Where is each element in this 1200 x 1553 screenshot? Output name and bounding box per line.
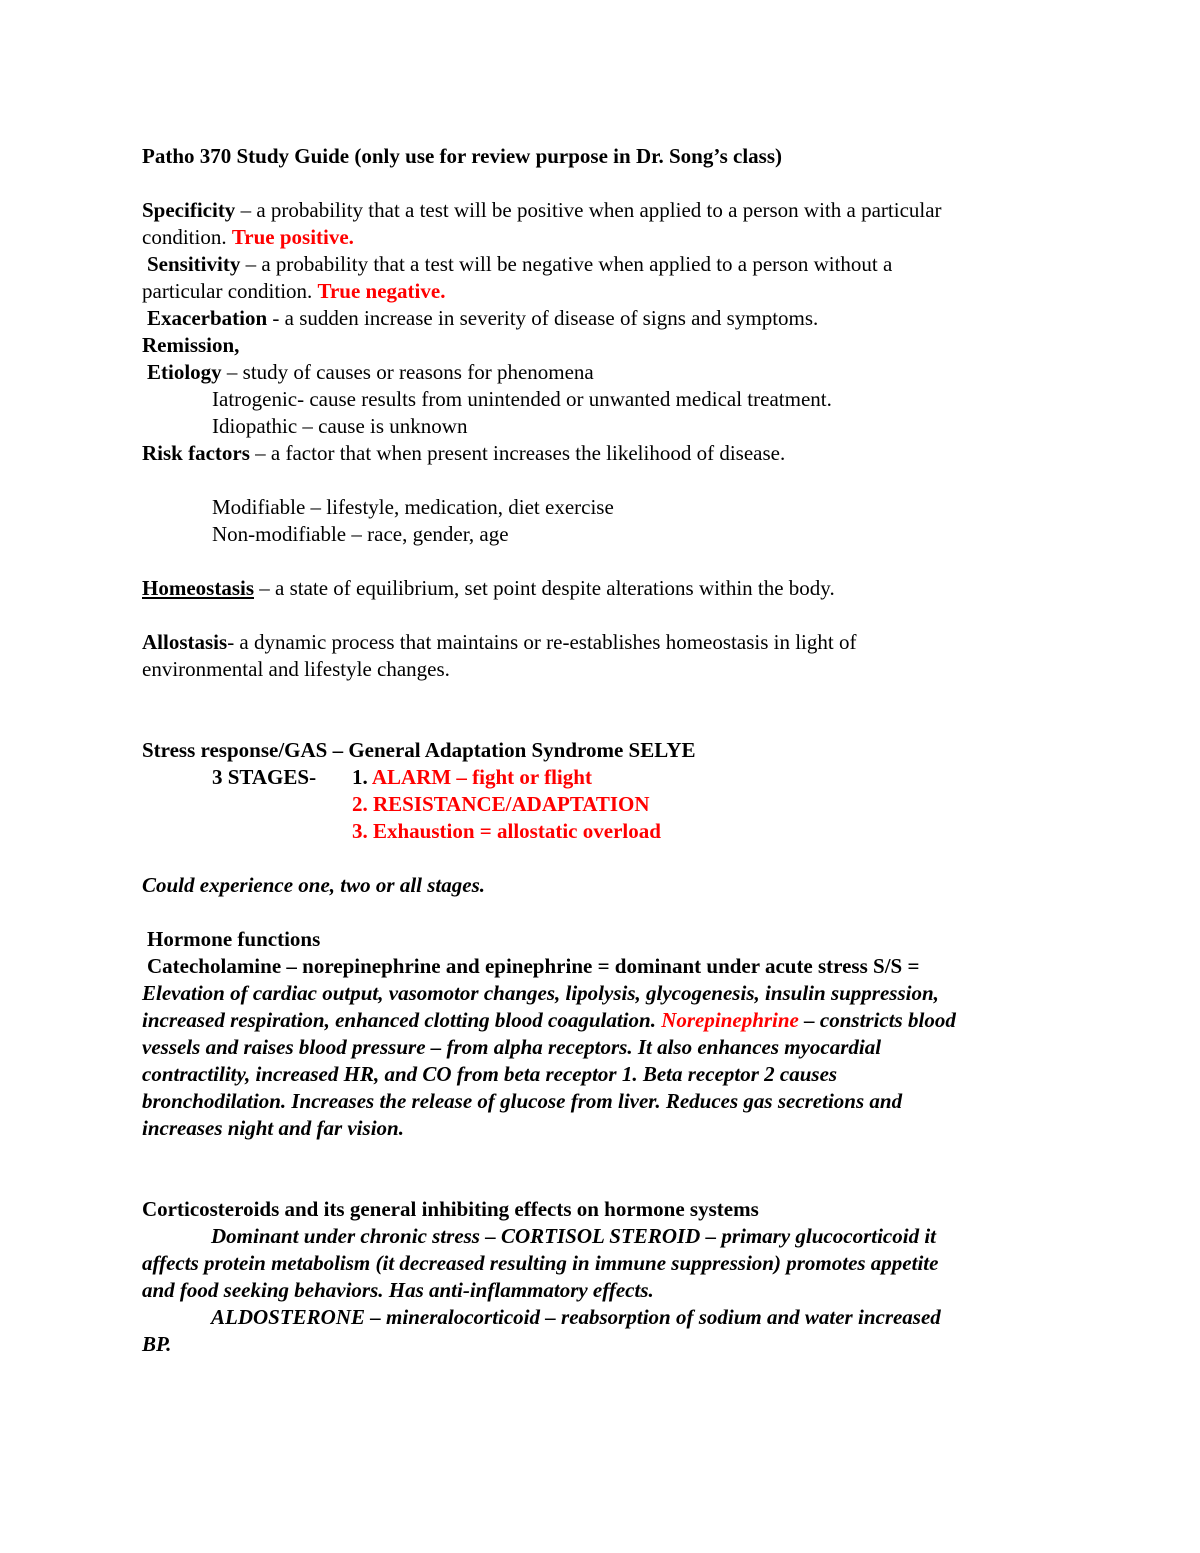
catecholamine-line: Catecholamine – norepinephrine and epinephrine = dominant under acute stress S/S =	[147, 954, 920, 978]
stages-note: Could experience one, two or all stages.	[142, 873, 485, 897]
sensitivity-term: Sensitivity	[147, 252, 241, 276]
stress-heading: Stress response/GAS – General Adaptation Syndrome SELYE	[142, 738, 696, 762]
specificity-term: Specificity	[142, 198, 236, 222]
allostasis-def-1: - a dynamic process that maintains or re-establishes homeostasis in light of	[227, 630, 857, 654]
cortico-line-3: and food seeking behaviors. Has anti-inflammatory effects.	[142, 1278, 654, 1302]
hormone-line-2a: increased respiration, enhanced clotting blood coagulation.	[142, 1008, 662, 1032]
stages-label: 3 STAGES-	[212, 765, 317, 789]
sensitivity-def-2: particular condition.	[142, 279, 318, 303]
etiology-line	[142, 359, 1072, 386]
hormone-line-4: contractility, increased HR, and CO from beta receptor 1. Beta receptor 2 causes	[142, 1062, 838, 1086]
hormone-heading: Hormone functions	[147, 927, 321, 951]
specificity-highlight: True positive.	[231, 225, 354, 249]
spacer	[142, 1169, 1072, 1196]
specificity-line-2	[142, 224, 1072, 251]
specificity-line-1	[142, 197, 1072, 224]
hormone-line-6: increases night and far vision.	[142, 1116, 404, 1140]
sensitivity-line-2	[142, 278, 1072, 305]
stage-1-num: 1.	[352, 765, 372, 789]
homeostasis-def: – a state of equilibrium, set point despite alterations within the body.	[254, 576, 835, 600]
hormone-line-5: bronchodilation. Increases the release of glucose from liver. Reduces gas secretions and	[142, 1089, 903, 1113]
risk-factors-def: – a factor that when present increases the likelihood of disease.	[249, 441, 786, 465]
etiology-term: Etiology	[147, 360, 222, 384]
hormone-line-3: vessels and raises blood pressure – from alpha receptors. It also enhances myocardial	[142, 1035, 882, 1059]
stage-2-line: 2. RESISTANCE/ADAPTATION	[352, 792, 650, 816]
sensitivity-def-1: – a probability that a test will be negative when applied to a person without a	[240, 252, 893, 276]
sensitivity-line-1	[142, 251, 1072, 278]
exacerbation-term: Exacerbation	[147, 306, 268, 330]
stage-1-text: ALARM – fight or flight	[371, 765, 592, 789]
allostasis-line-1	[142, 629, 1072, 656]
stage-1-line	[142, 764, 1072, 791]
norepinephrine-highlight: Norepinephrine	[661, 1008, 799, 1032]
spacer	[142, 1142, 1072, 1169]
cortico-line-2: affects protein metabolism (it decreased resulting in immune suppression) promotes appetite	[142, 1251, 939, 1275]
etiology-def: – study of causes or reasons for phenomena	[221, 360, 594, 384]
spacer	[142, 467, 1072, 494]
specificity-def-1: – a probability that a test will be positive when applied to a person with a particular	[235, 198, 942, 222]
spacer	[142, 683, 1072, 710]
allostasis-term: Allostasis	[142, 630, 228, 654]
spacer	[142, 899, 1072, 926]
corticosteroids-heading: Corticosteroids and its general inhibiting effects on hormone systems	[142, 1197, 759, 1221]
remission-term: Remission,	[142, 333, 240, 357]
document-title: Patho 370 Study Guide (only use for review purpose in Dr. Song’s class)	[142, 144, 782, 168]
exacerbation-def: - a sudden increase in severity of disease of signs and symptoms.	[267, 306, 819, 330]
specificity-def-2: condition.	[142, 225, 232, 249]
homeostasis-line	[142, 575, 1072, 602]
iatrogenic-line: Iatrogenic- cause results from unintended or unwanted medical treatment.	[212, 387, 832, 411]
modifiable-line: Modifiable – lifestyle, medication, diet exercise	[212, 495, 614, 519]
sensitivity-highlight: True negative.	[317, 279, 446, 303]
spacer	[142, 710, 1072, 737]
hormone-line-2	[142, 1007, 1072, 1034]
idiopathic-line: Idiopathic – cause is unknown	[212, 414, 468, 438]
spacer	[142, 602, 1072, 629]
cortico-line-4: ALDOSTERONE – mineralocorticoid – reabsorption of sodium and water increased	[211, 1305, 941, 1329]
risk-factors-line	[142, 440, 1072, 467]
hormone-line-1: Elevation of cardiac output, vasomotor changes, lipolysis, glycogenesis, insulin suppression,	[142, 981, 939, 1005]
cortico-line-5: BP.	[142, 1332, 172, 1356]
cortico-line-1: Dominant under chronic stress – CORTISOL STEROID – primary glucocorticoid it	[211, 1224, 936, 1248]
allostasis-line-2: environmental and lifestyle changes.	[142, 657, 450, 681]
exacerbation-line	[142, 305, 1072, 332]
spacer	[142, 548, 1072, 575]
document-body	[142, 143, 1072, 1358]
spacer	[142, 845, 1072, 872]
risk-factors-term: Risk factors	[142, 441, 250, 465]
homeostasis-term: Homeostasis	[142, 576, 254, 600]
stage-3-line: 3. Exhaustion = allostatic overload	[352, 819, 661, 843]
non-modifiable-line: Non-modifiable – race, gender, age	[212, 522, 509, 546]
hormone-line-2c: – constricts blood	[798, 1008, 956, 1032]
spacer	[142, 170, 1072, 197]
